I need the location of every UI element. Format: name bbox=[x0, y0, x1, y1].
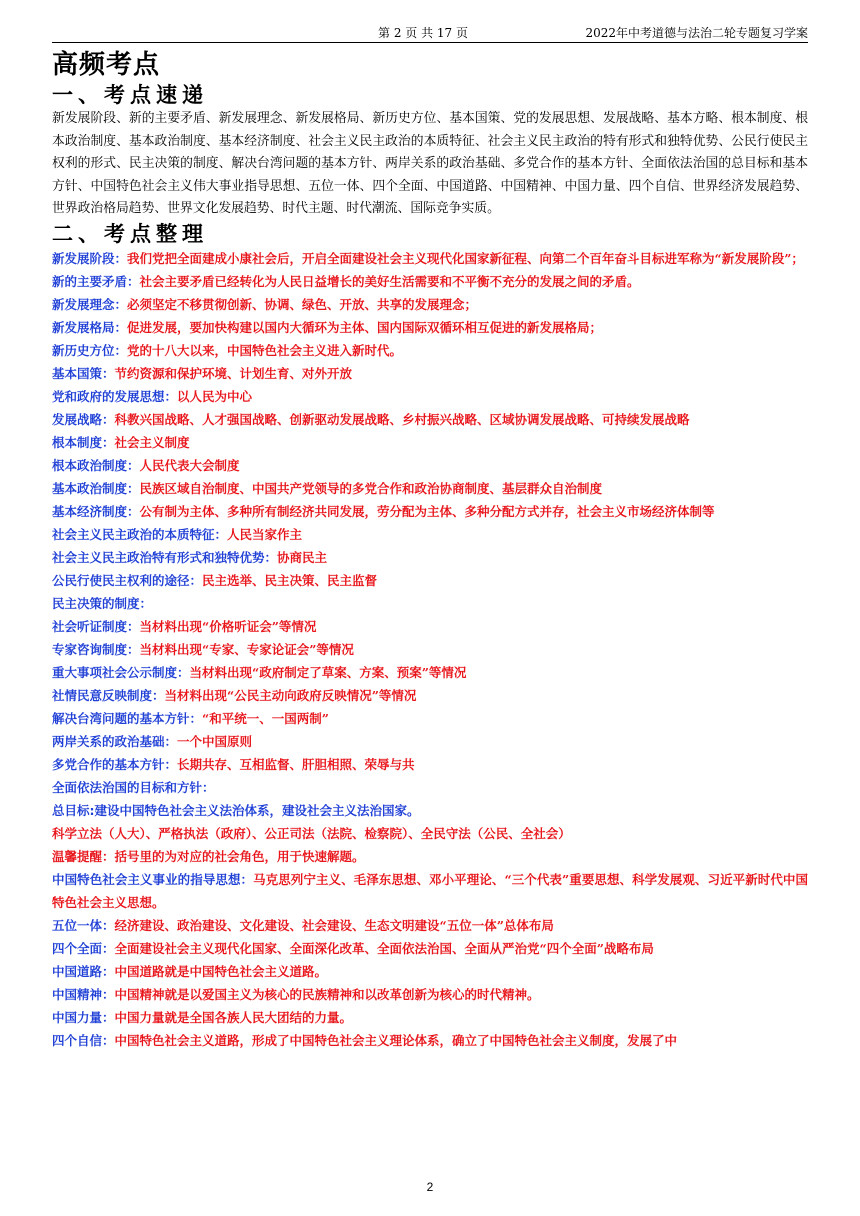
key-point-term: 公民行使民主权利的途径： bbox=[52, 572, 203, 588]
key-point-item bbox=[52, 523, 808, 546]
key-point-definition: 社会主义制度 bbox=[114, 434, 190, 450]
key-point-definition: 建设中国特色社会主义法治体系，建设社会主义法治国家。 bbox=[94, 802, 420, 818]
key-point-term: 发展战略： bbox=[52, 411, 115, 427]
key-point-item bbox=[52, 914, 808, 937]
key-point-term: 新历史方位： bbox=[52, 342, 128, 358]
key-point-item bbox=[52, 316, 808, 339]
key-point-item bbox=[52, 270, 808, 293]
key-point-item bbox=[52, 546, 808, 569]
section-2-heading: 二、考点整理 bbox=[52, 221, 208, 246]
key-point-term: 中国力量： bbox=[52, 1009, 115, 1025]
key-point-term: 两岸关系的政治基础： bbox=[52, 733, 178, 749]
key-point-item bbox=[52, 868, 808, 914]
key-point-item bbox=[52, 408, 808, 431]
key-point-item bbox=[52, 937, 808, 960]
key-point-term: 新发展阶段： bbox=[52, 250, 128, 266]
key-point-definition: 温馨提醒：括号里的为对应的社会角色，用于快速解题。 bbox=[52, 848, 365, 864]
document-title: 2022年中考道德与法治二轮专题复习学案 bbox=[585, 26, 808, 40]
key-point-term: 根本政治制度： bbox=[52, 457, 140, 473]
key-point-item bbox=[52, 615, 808, 638]
key-point-definition: 以人民为中心 bbox=[177, 388, 253, 404]
key-point-term: 基本国策： bbox=[52, 365, 115, 381]
key-point-definition: 马克思列宁主义、毛泽东思想、邓小平理论、“三个代表”重要思想、科学发展观、习近平新时代中国特色社会主义思想。 bbox=[52, 871, 808, 910]
key-point-term: 党和政府的发展思想： bbox=[52, 388, 178, 404]
key-point-item bbox=[52, 339, 808, 362]
page-content bbox=[52, 48, 808, 1052]
key-point-term: 社会主义民主政治特有形式和独特优势： bbox=[52, 549, 278, 565]
key-point-item bbox=[52, 477, 808, 500]
key-point-list bbox=[52, 247, 808, 1052]
key-point-definition: 民主选举、民主决策、民主监督 bbox=[202, 572, 378, 588]
key-point-term: 社会主义民主政治的本质特征： bbox=[52, 526, 228, 542]
key-point-definition: 当材料出现“价格听证会”等情况 bbox=[139, 618, 317, 634]
key-point-definition: 社会主要矛盾已经转化为人民日益增长的美好生活需要和不平衡不充分的发展之间的矛盾。 bbox=[139, 273, 640, 289]
section-1-text: 新发展阶段、新的主要矛盾、新发展理念、新发展格局、新历史方位、基本国策、党的发展思想、发展战略、基本方略、根本制度、根本政治制度、基本政治制度、基本经济制度、社会主义民主政治的本质特征、社会主义民主政治的特有形式和独特优势、公民行使民主权利的形式、民主决策的制度、解决台湾问题的基本方针、两岸关系的政治基础、多党合作的基本方针、全面依法治国的总目标和基本方针、中国特色社会主义伟大事业指导思想、五位一体、四个全面、中国道路、中国精神、中国力量、四个自信、世界经济发展趋势、世界政治格局趋势、世界文化发展趋势、时代主题、时代潮流、国际竞争实质。 bbox=[52, 111, 808, 217]
key-point-term: 新发展理念： bbox=[52, 296, 128, 312]
key-point-term: 基本经济制度： bbox=[52, 503, 140, 519]
key-point-item bbox=[52, 592, 808, 615]
key-point-definition: 公有制为主体、多种所有制经济共同发展，劳分配为主体、多种分配方式并存，社会主义市场经济体制等 bbox=[139, 503, 715, 519]
key-point-definition: 党的十八大以来，中国特色社会主义进入新时代。 bbox=[127, 342, 403, 358]
key-point-item bbox=[52, 753, 808, 776]
key-point-term: 全面依法治国的目标和方针： bbox=[52, 779, 215, 795]
page-number: 2 bbox=[426, 1180, 434, 1194]
key-point-item bbox=[52, 569, 808, 592]
key-point-definition: 必须坚定不移贯彻创新、协调、绿色、开放、共享的发展理念； bbox=[127, 296, 478, 312]
key-point-term: 重大事项社会公示制度： bbox=[52, 664, 190, 680]
key-point-item bbox=[52, 960, 808, 983]
key-point-term: 新发展格局： bbox=[52, 319, 128, 335]
key-point-definition: 全面建设社会主义现代化国家、全面深化改革、全面依法治国、全面从严治党“四个全面”战略布局 bbox=[114, 940, 654, 956]
key-point-definition: 中国特色社会主义道路，形成了中国特色社会主义理论体系，确立了中国特色社会主义制度，发展了中 bbox=[114, 1032, 678, 1048]
key-point-item bbox=[52, 845, 808, 868]
key-point-term: 新的主要矛盾： bbox=[52, 273, 140, 289]
key-point-item bbox=[52, 983, 808, 1006]
key-point-item bbox=[52, 385, 808, 408]
key-point-term: 中国特色社会主义事业的指导思想： bbox=[52, 871, 254, 887]
key-point-definition: 中国力量就是全国各族人民大团结的力量。 bbox=[114, 1009, 353, 1025]
key-point-item bbox=[52, 362, 808, 385]
key-point-definition: 当材料出现“政府制定了草案、方案、预案”等情况 bbox=[189, 664, 467, 680]
key-point-term: 专家咨询制度： bbox=[52, 641, 140, 657]
section-1-heading: 一、考点速递 bbox=[52, 83, 208, 107]
key-point-item bbox=[52, 730, 808, 753]
key-point-item bbox=[52, 1006, 808, 1029]
key-point-item bbox=[52, 684, 808, 707]
key-point-definition: 经济建设、政治建设、文化建设、社会建设、生态文明建设“五位一体”总体布局 bbox=[114, 917, 554, 933]
key-point-definition: 当材料出现“公民主动向政府反映情况”等情况 bbox=[164, 687, 417, 703]
key-point-term: 中国精神： bbox=[52, 986, 115, 1002]
key-point-term: 四个全面： bbox=[52, 940, 115, 956]
key-point-term: 解决台湾问题的基本方针： bbox=[52, 710, 203, 726]
key-point-item bbox=[52, 500, 808, 523]
key-point-item bbox=[52, 707, 808, 730]
key-point-item bbox=[52, 247, 808, 270]
key-point-term: 民主决策的制度： bbox=[52, 595, 153, 611]
page-header bbox=[52, 22, 808, 43]
key-point-definition: 促进发展，要加快构建以国内大循环为主体、国内国际双循环相互促进的新发展格局； bbox=[127, 319, 603, 335]
key-point-definition: 长期共存、互相监督、肝胆相照、荣辱与共 bbox=[177, 756, 415, 772]
page-info: 第 2 页 共 17 页 bbox=[378, 26, 468, 40]
key-point-term: 多党合作的基本方针： bbox=[52, 756, 178, 772]
key-point-item bbox=[52, 799, 808, 822]
key-point-definition: 人民当家作主 bbox=[227, 526, 303, 542]
key-point-term: 根本制度： bbox=[52, 434, 115, 450]
key-point-definition: 当材料出现“专家、专家论证会”等情况 bbox=[139, 641, 354, 657]
key-point-term: 社会听证制度： bbox=[52, 618, 140, 634]
key-point-term: 四个自信： bbox=[52, 1032, 115, 1048]
key-point-definition: “和平统一、一国两制” bbox=[202, 710, 329, 726]
key-point-definition: 协商民主 bbox=[277, 549, 328, 565]
key-point-definition: 一个中国原则 bbox=[177, 733, 253, 749]
key-point-term: 总目标: bbox=[52, 802, 95, 818]
key-point-item bbox=[52, 661, 808, 684]
key-point-definition: 我们党把全面建成小康社会后，开启全面建设社会主义现代化国家新征程、向第二个百年奋斗目标进军称为“新发展阶段”； bbox=[127, 250, 804, 266]
key-point-item bbox=[52, 822, 808, 845]
key-point-definition: 科教兴国战略、人才强国战略、创新驱动发展战略、乡村振兴战略、区域协调发展战略、可持续发展战略 bbox=[114, 411, 690, 427]
key-point-item bbox=[52, 1029, 808, 1052]
key-point-definition: 中国精神就是以爱国主义为核心的民族精神和以改革创新为核心的时代精神。 bbox=[114, 986, 540, 1002]
key-point-definition: 人民代表大会制度 bbox=[139, 457, 240, 473]
key-point-item bbox=[52, 776, 808, 799]
key-point-item bbox=[52, 454, 808, 477]
key-point-item bbox=[52, 431, 808, 454]
key-point-definition: 民族区域自治制度、中国共产党领导的多党合作和政治协商制度、基层群众自治制度 bbox=[139, 480, 603, 496]
key-point-item bbox=[52, 293, 808, 316]
key-point-term: 基本政治制度： bbox=[52, 480, 140, 496]
key-point-definition: 节约资源和保护环境、计划生育、对外开放 bbox=[114, 365, 353, 381]
page-title: 高频考点 bbox=[52, 50, 161, 80]
key-point-definition: 中国道路就是中国特色社会主义道路。 bbox=[114, 963, 328, 979]
key-point-term: 五位一体： bbox=[52, 917, 115, 933]
key-point-definition: 科学立法（人大）、严格执法（政府）、公正司法（法院、检察院）、全民守法（公民、全社会） bbox=[52, 825, 571, 841]
key-point-term: 社情民意反映制度： bbox=[52, 687, 165, 703]
key-point-term: 中国道路： bbox=[52, 963, 115, 979]
key-point-item bbox=[52, 638, 808, 661]
